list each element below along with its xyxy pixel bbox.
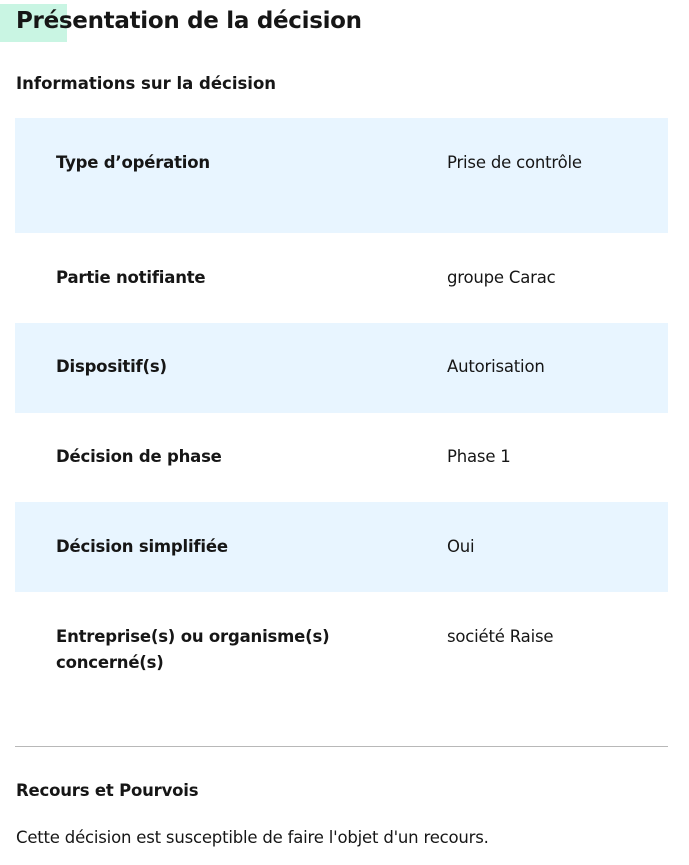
info-row-value: Phase 1 xyxy=(447,447,511,466)
section-divider xyxy=(15,746,668,747)
info-row-type-operation xyxy=(15,118,668,233)
info-row-value: Oui xyxy=(447,537,475,556)
page-title: Présentation de la décision xyxy=(16,8,362,34)
info-row-label: Type d’opération xyxy=(56,153,210,172)
info-row-label: Partie notifiante xyxy=(56,268,206,287)
info-row-label: Dispositif(s) xyxy=(56,357,167,376)
info-row-label: Décision de phase xyxy=(56,447,222,466)
info-row-label: Décision simplifiée xyxy=(56,537,228,556)
info-row-value: groupe Carac xyxy=(447,268,556,287)
info-row-decision-simplifiee xyxy=(15,502,668,592)
decision-info-table xyxy=(15,118,668,707)
recours-text: Cette décision est susceptible de faire l'objet d'un recours. xyxy=(16,828,489,847)
info-row-decision-phase xyxy=(15,413,668,502)
info-row-value: Autorisation xyxy=(447,357,545,376)
info-row-label: Entreprise(s) ou organisme(s) concerné(s) xyxy=(56,627,330,672)
section-title-recours: Recours et Pourvois xyxy=(16,781,199,800)
section-title-informations: Informations sur la décision xyxy=(16,74,277,93)
info-row-dispositifs xyxy=(15,323,668,413)
info-row-value: société Raise xyxy=(447,627,554,646)
info-row-value: Prise de contrôle xyxy=(447,153,582,172)
info-row-entreprises-concernees xyxy=(15,592,668,707)
info-row-partie-notifiante xyxy=(15,233,668,323)
